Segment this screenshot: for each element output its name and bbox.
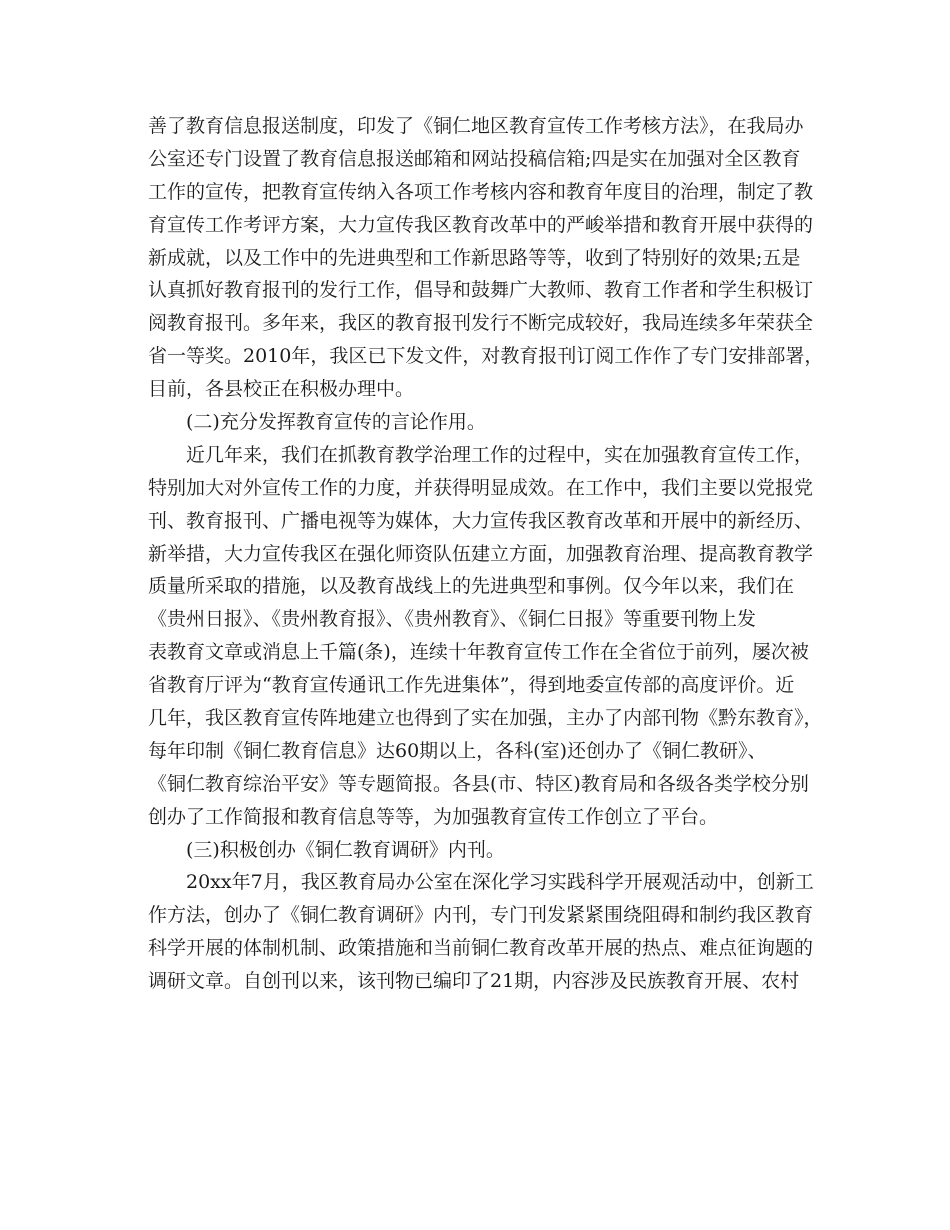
text-line: 每年印制《铜仁教育信息》达60期以上，各科(室)还创办了《铜仁教研》、 bbox=[148, 739, 767, 762]
text-line: 新成就，以及工作中的先进典型和工作新思路等等，收到了特别好的效果;五是 bbox=[148, 246, 801, 269]
text-line: 育宣传工作考评方案，大力宣传我区教育改革中的严峻举措和教育开展中获得的 bbox=[148, 213, 814, 236]
text-line: 创办了工作简报和教育信息等等，为加强教育宣传工作创立了平台。 bbox=[148, 805, 719, 828]
text-line: 20xx年7月，我区教育局办公室在深化学习实践科学开展观活动中，创新工 bbox=[186, 871, 814, 894]
text-line: 目前，各县校正在积极办理中。 bbox=[148, 378, 415, 401]
text-line: (二)充分发挥教育宣传的言论作用。 bbox=[186, 411, 486, 434]
text-line: 表教育文章或消息上千篇(条)，连续十年教育宣传工作在全省位于前列，屡次被 bbox=[148, 641, 809, 664]
text-line: 科学开展的体制机制、政策措施和当前铜仁教育改革开展的热点、难点征询题的 bbox=[148, 937, 814, 960]
text-line: 作方法，创办了《铜仁教育调研》内刊，专门刊发紧紧围绕阻碍和制约我区教育 bbox=[148, 904, 814, 927]
text-line: 认真抓好教育报刊的发行工作，倡导和鼓舞广大教师、教育工作者和学生积极订 bbox=[148, 279, 814, 302]
text-line: 调研文章。自创刊以来，该刊物已编印了21期，内容涉及民族教育开展、农村 bbox=[148, 970, 800, 993]
text-line: 刊、教育报刊、广播电视等为媒体，大力宣传我区教育改革和开展中的新经历、 bbox=[148, 509, 814, 532]
text-line: 几年，我区教育宣传阵地建立也得到了实在加强，主办了内部刊物《黔东教育》， bbox=[148, 707, 823, 730]
document-body bbox=[148, 110, 824, 998]
text-line: 善了教育信息报送制度，印发了《铜仁地区教育宣传工作考核方法》，在我局办 bbox=[148, 115, 804, 137]
text-line: 省教育厅评为“教育宣传通讯工作先进集体”，得到地委宣传部的高度评价。近 bbox=[148, 674, 795, 697]
text-line: 特别加大对外宣传工作的力度，并获得明显成效。在工作中，我们主要以党报党 bbox=[148, 476, 814, 499]
text-line: 工作的宣传，把教育宣传纳入各项工作考核内容和教育年度目的治理，制定了教 bbox=[148, 180, 814, 203]
text-line: 阅教育报刊。多年来，我区的教育报刊发行不断完成较好，我局连续多年荣获全 bbox=[148, 312, 814, 335]
text-line: 《贵州日报》、《贵州教育报》、《贵州教育》、《铜仁日报》等重要刊物上发 bbox=[148, 608, 757, 631]
text-line: 质量所采取的措施，以及教育战线上的先进典型和事例。仅今年以来，我们在 bbox=[148, 575, 795, 598]
text-line: 近几年来，我们在抓教育教学治理工作的过程中，实在加强教育宣传工作， bbox=[186, 443, 814, 466]
text-line: 公室还专门设置了教育信息报送邮箱和网站投稿信箱;四是实在加强对全区教育 bbox=[148, 147, 801, 170]
text-line: 省一等奖。2010年，我区已下发文件，对教育报刊订阅工作作了专门安排部署， bbox=[148, 345, 824, 368]
text-line: (三)积极创办《铜仁教育调研》内刊。 bbox=[186, 838, 505, 861]
text-line: 《铜仁教育综治平安》等专题简报。各县(市、特区)教育局和各级各类学校分别 bbox=[148, 772, 809, 795]
text-line: 新举措，大力宣传我区在强化师资队伍建立方面，加强教育治理、提高教育教学 bbox=[148, 542, 814, 565]
